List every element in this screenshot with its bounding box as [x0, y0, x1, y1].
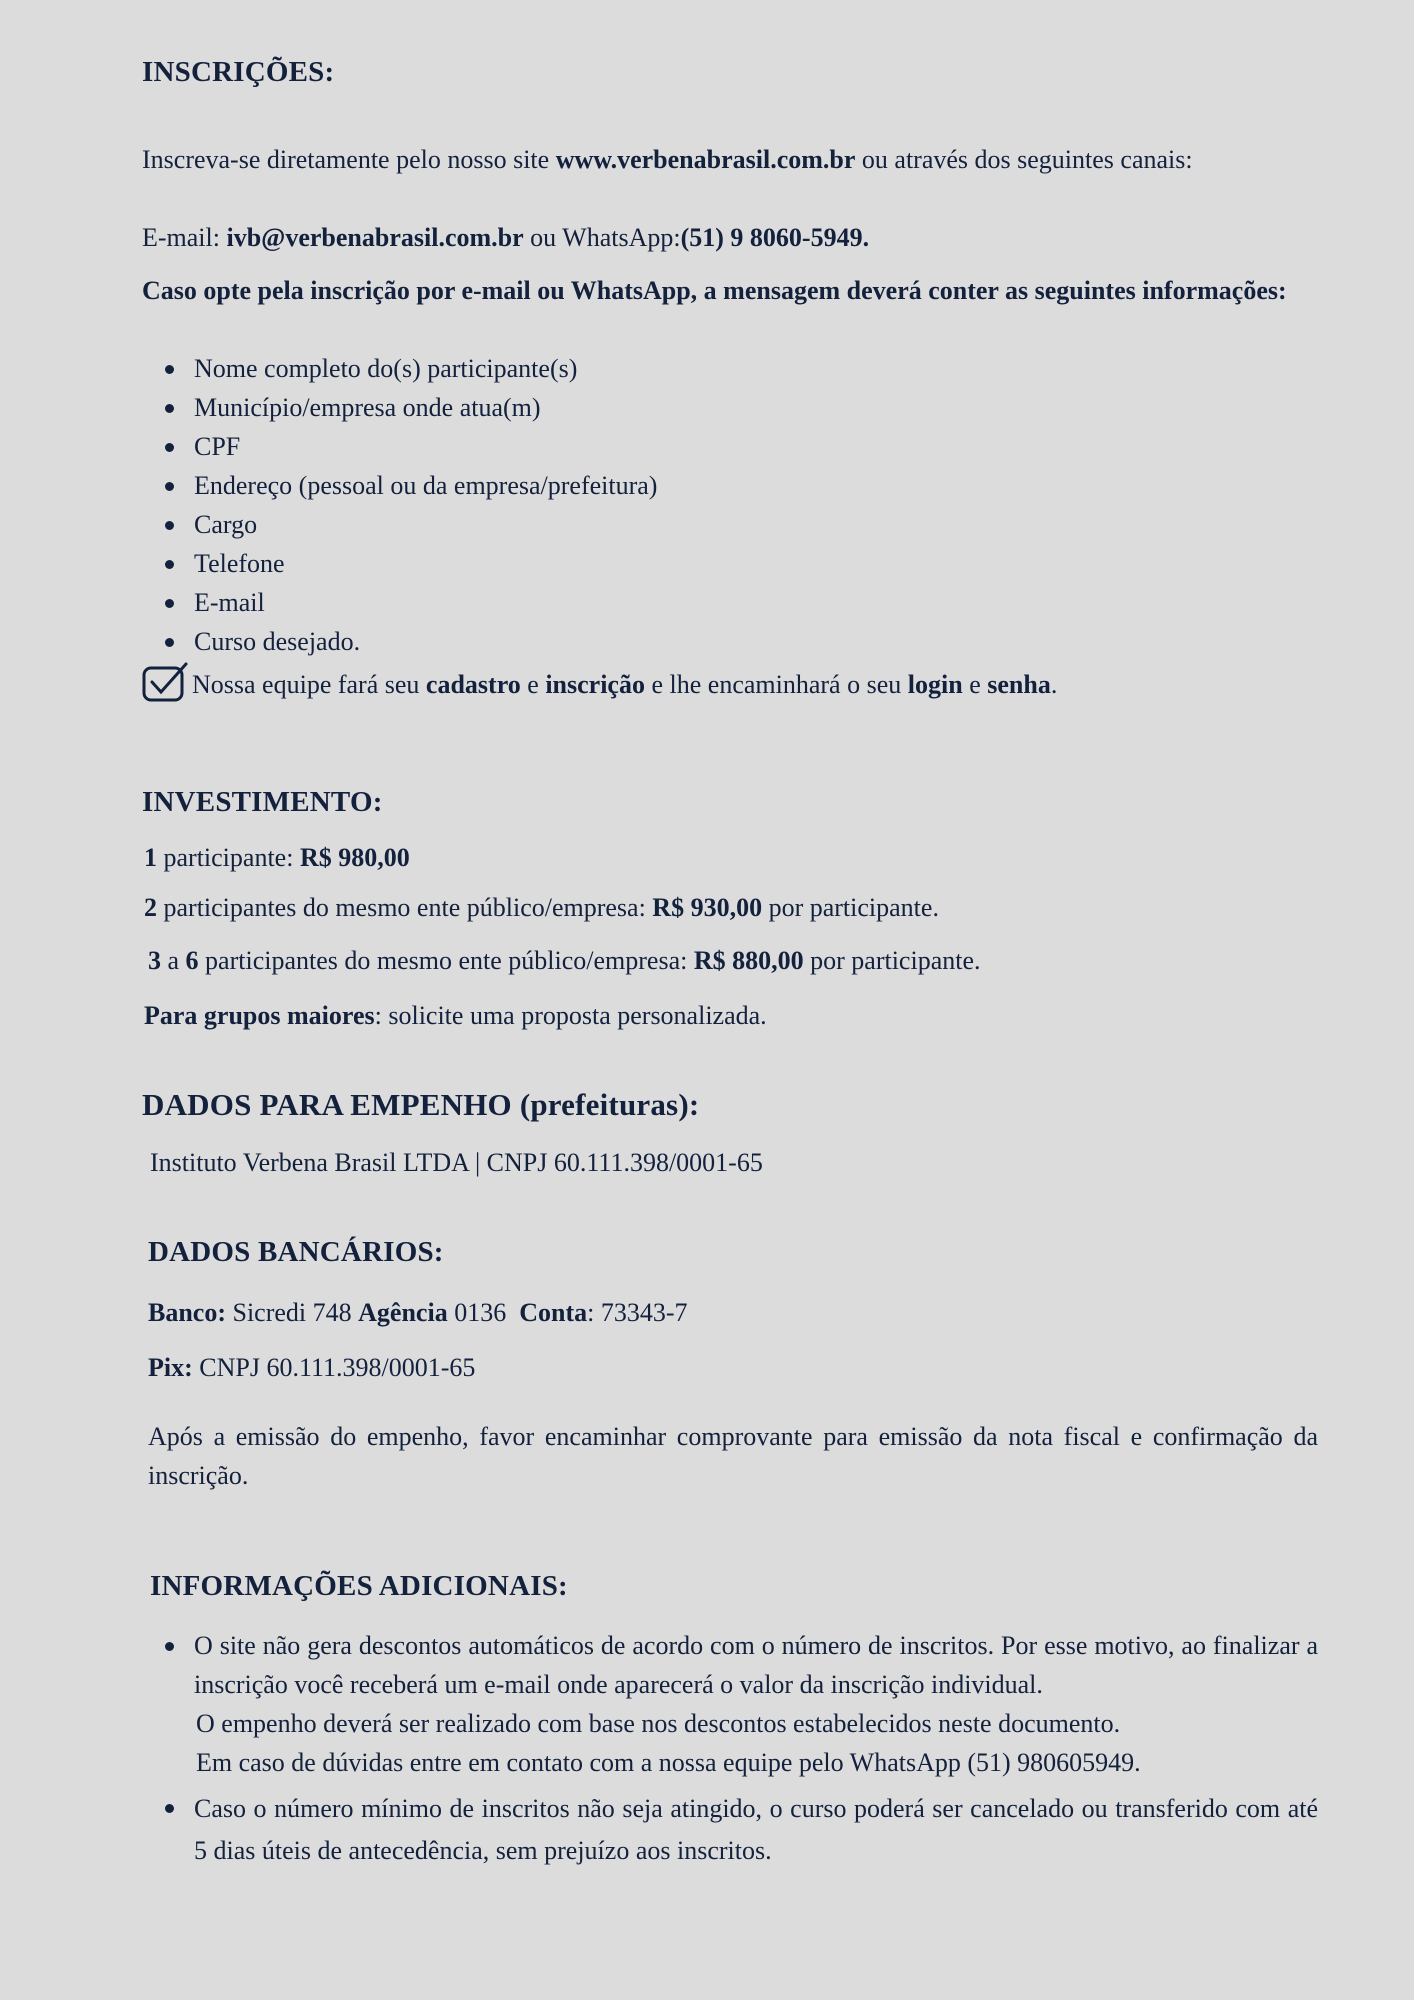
pix-details — [148, 1348, 475, 1387]
intro-text: Inscreva-se diretamente pelo nosso site — [142, 145, 550, 174]
groups-text: : solicite uma proposta personalizada. — [374, 1001, 767, 1030]
bank-value: Sicredi 748 — [232, 1298, 352, 1327]
empenho-details: Instituto Verbena Brasil LTDA | CNPJ 60.111.398/0001-65 — [150, 1148, 763, 1177]
whatsapp-label: ou WhatsApp: — [530, 223, 681, 252]
confirmation-period: . — [1050, 670, 1058, 699]
info-text: Em caso de dúvidas entre em contato com a nossa equipe pelo WhatsApp (51) 980605949. — [196, 1748, 1141, 1777]
price-value: R$ 880,00 — [693, 946, 804, 975]
participant-count: 1 — [144, 843, 157, 872]
whatsapp-number: (51) 9 8060-5949. — [680, 223, 870, 252]
confirmation-text: e — [527, 670, 539, 699]
confirmation-text: e lhe encaminhará o seu — [651, 670, 902, 699]
info-text: O empenho deverá ser realizado com base nos descontos estabelecidos neste documento. — [196, 1709, 1121, 1738]
info-text: O site não gera descontos automáticos de acordo com o número de inscritos. Por esse motivo, ao finalizar a inscrição você receberá um e-mail onde aparecerá o valor da inscrição individual. — [194, 1631, 1318, 1699]
section-title-investimento: INVESTIMENTO: — [142, 786, 383, 818]
inscricoes-notice: Caso opte pela inscrição por e-mail ou WhatsApp, a mensagem deverá conter as seguintes informações: — [142, 276, 1287, 305]
confirmation-line — [142, 662, 1318, 704]
list-item: Caso o número mínimo de inscritos não seja atingido, o curso poderá ser cancelado ou transferido com até 5 dias úteis de antecedência, sem prejuízo aos inscritos. — [142, 1788, 1318, 1872]
contact-line — [142, 218, 1318, 257]
bold-senha: senha — [987, 670, 1051, 699]
section-title-adicionais: INFORMAÇÕES ADICIONAIS: — [150, 1570, 568, 1602]
section-title-bancarios: DADOS BANCÁRIOS: — [148, 1236, 444, 1268]
price-row-2 — [144, 888, 939, 927]
confirmation-text: Nossa equipe fará seu — [192, 670, 420, 699]
list-item: E-mail — [142, 583, 1142, 622]
price-row-text: participantes do mesmo ente público/empresa: — [205, 946, 688, 975]
bold-login: login — [907, 670, 963, 699]
bank-label: Banco: — [148, 1298, 226, 1327]
price-row-text: participantes do mesmo ente público/empresa: — [163, 893, 646, 922]
range-connector: a — [167, 946, 180, 975]
intro-text-after: ou através dos seguintes canais: — [861, 145, 1193, 174]
groups-note — [144, 996, 767, 1035]
section-title-empenho: DADOS PARA EMPENHO (prefeituras): — [142, 1087, 700, 1122]
participant-count: 3 — [148, 946, 161, 975]
required-info-list — [142, 349, 1142, 661]
section-title-inscricoes: INSCRIÇÕES: — [142, 56, 335, 88]
price-value: R$ 930,00 — [652, 893, 763, 922]
list-item: Curso desejado. — [142, 622, 1142, 661]
participant-count: 2 — [144, 893, 157, 922]
site-link[interactable]: www.verbenabrasil.com.br — [555, 145, 856, 174]
agency-value: 0136 — [454, 1298, 507, 1327]
list-item: Cargo — [142, 505, 1142, 544]
price-suffix: por participante. — [810, 946, 981, 975]
confirmation-text: e — [969, 670, 981, 699]
list-item: Endereço (pessoal ou da empresa/prefeitura) — [142, 466, 1142, 505]
agency-label: Agência — [358, 1298, 448, 1327]
bold-inscricao: inscrição — [545, 670, 645, 699]
email-link[interactable]: ivb@verbenabrasil.com.br — [226, 223, 524, 252]
list-item — [142, 1626, 1318, 1782]
list-item: Município/empresa onde atua(m) — [142, 388, 1142, 427]
price-row-3 — [148, 941, 981, 980]
price-row-1 — [144, 838, 410, 877]
additional-info-list — [142, 1626, 1318, 1872]
checkbox-check-icon — [142, 662, 188, 700]
price-row-text: participante: — [163, 843, 294, 872]
bank-details — [148, 1293, 688, 1332]
price-value: R$ 980,00 — [299, 843, 410, 872]
account-value: : 73343-7 — [587, 1298, 688, 1327]
pix-value: CNPJ 60.111.398/0001-65 — [199, 1353, 476, 1382]
list-item: CPF — [142, 427, 1142, 466]
email-label: E-mail: — [142, 223, 220, 252]
bold-cadastro: cadastro — [425, 670, 521, 699]
participant-count-max: 6 — [185, 946, 199, 975]
list-item: Telefone — [142, 544, 1142, 583]
account-label: Conta — [519, 1298, 588, 1327]
list-item: Nome completo do(s) participante(s) — [142, 349, 1142, 388]
pix-label: Pix: — [148, 1353, 193, 1382]
price-suffix: por participante. — [768, 893, 939, 922]
empenho-note: Após a emissão do empenho, favor encaminhar comprovante para emissão da nota fiscal e confirmação da inscrição. — [148, 1422, 1318, 1490]
groups-bold: Para grupos maiores — [144, 1001, 375, 1030]
inscricoes-intro — [142, 140, 1318, 179]
